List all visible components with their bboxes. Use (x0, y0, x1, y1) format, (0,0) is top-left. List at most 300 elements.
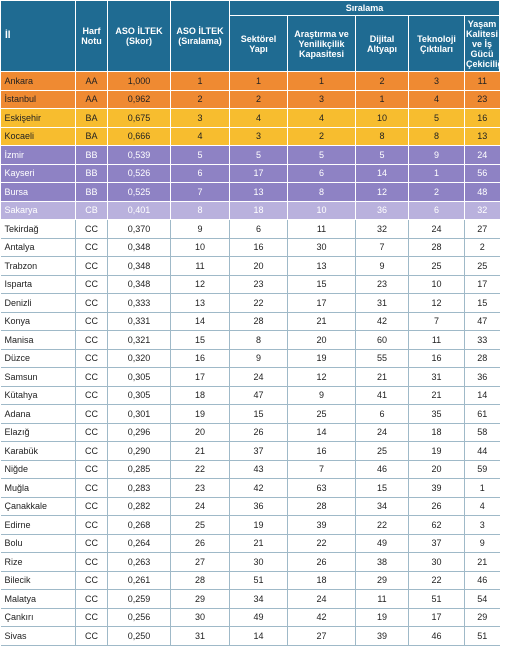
cell-dijital: 24 (356, 423, 409, 442)
cell-arastirma: 8 (288, 183, 356, 202)
cell-arastirma: 13 (288, 257, 356, 276)
cell-siralama: 25 (171, 516, 230, 535)
cell-skor: 0,256 (108, 608, 171, 627)
cell-arastirma: 19 (288, 349, 356, 368)
cell-yasam: 23 (465, 90, 500, 109)
cell-yasam: 47 (465, 312, 500, 331)
cell-harf-notu: CC (76, 220, 108, 239)
cell-teknoloji: 35 (409, 405, 465, 424)
cell-yasam: 2 (465, 238, 500, 257)
cell-harf-notu: AA (76, 72, 108, 91)
cell-harf-notu: AA (76, 90, 108, 109)
cell-siralama: 20 (171, 423, 230, 442)
cell-skor: 0,268 (108, 516, 171, 535)
cell-sektorel: 6 (230, 220, 288, 239)
cell-dijital: 19 (356, 608, 409, 627)
cell-yasam: 13 (465, 127, 500, 146)
cell-il: Isparta (1, 275, 76, 294)
cell-sektorel: 37 (230, 442, 288, 461)
cell-skor: 0,370 (108, 220, 171, 239)
table-row (1, 627, 500, 646)
cell-siralama: 22 (171, 460, 230, 479)
table-row (1, 164, 500, 183)
table-row (1, 608, 500, 627)
cell-yasam: 32 (465, 201, 500, 220)
cell-skor: 0,285 (108, 460, 171, 479)
cell-siralama: 6 (171, 164, 230, 183)
cell-skor: 0,348 (108, 257, 171, 276)
cell-dijital: 21 (356, 368, 409, 387)
cell-teknoloji: 7 (409, 312, 465, 331)
table-row (1, 146, 500, 165)
cell-harf-notu: CC (76, 405, 108, 424)
cell-yasam: 15 (465, 294, 500, 313)
cell-siralama: 12 (171, 275, 230, 294)
cell-il: Bilecik (1, 571, 76, 590)
cell-yasam: 4 (465, 497, 500, 516)
cell-harf-notu: CC (76, 275, 108, 294)
cell-sektorel: 24 (230, 368, 288, 387)
cell-dijital: 9 (356, 257, 409, 276)
cell-dijital: 23 (356, 275, 409, 294)
cell-sektorel: 30 (230, 553, 288, 572)
cell-yasam: 25 (465, 257, 500, 276)
cell-yasam: 33 (465, 331, 500, 350)
cell-sektorel: 23 (230, 275, 288, 294)
cell-skor: 0,348 (108, 238, 171, 257)
cell-teknoloji: 10 (409, 275, 465, 294)
cell-il: Elazığ (1, 423, 76, 442)
table-row (1, 590, 500, 609)
table-row (1, 275, 500, 294)
cell-sektorel: 22 (230, 294, 288, 313)
cell-teknoloji: 21 (409, 386, 465, 405)
cell-skor: 0,666 (108, 127, 171, 146)
cell-sektorel: 26 (230, 423, 288, 442)
cell-il: Ankara (1, 72, 76, 91)
table-row (1, 201, 500, 220)
cell-sektorel: 18 (230, 201, 288, 220)
cell-teknoloji: 16 (409, 349, 465, 368)
cell-teknoloji: 37 (409, 534, 465, 553)
cell-yasam: 17 (465, 275, 500, 294)
cell-dijital: 34 (356, 497, 409, 516)
cell-siralama: 19 (171, 405, 230, 424)
cell-harf-notu: CC (76, 257, 108, 276)
cell-skor: 0,525 (108, 183, 171, 202)
cell-harf-notu: BB (76, 164, 108, 183)
cell-teknoloji: 9 (409, 146, 465, 165)
cell-teknoloji: 46 (409, 627, 465, 646)
cell-arastirma: 20 (288, 331, 356, 350)
cell-il: İstanbul (1, 90, 76, 109)
cell-siralama: 15 (171, 331, 230, 350)
cell-dijital: 38 (356, 553, 409, 572)
cell-harf-notu: CC (76, 571, 108, 590)
cell-sektorel: 21 (230, 534, 288, 553)
cell-skor: 0,282 (108, 497, 171, 516)
cell-il: Bolu (1, 534, 76, 553)
cell-yasam: 56 (465, 164, 500, 183)
cell-il: Konya (1, 312, 76, 331)
cell-harf-notu: CC (76, 497, 108, 516)
cell-skor: 0,250 (108, 627, 171, 646)
cell-arastirma: 27 (288, 627, 356, 646)
cell-yasam: 29 (465, 608, 500, 627)
cell-dijital: 2 (356, 72, 409, 91)
cell-siralama: 13 (171, 294, 230, 313)
cell-il: Manisa (1, 331, 76, 350)
cell-yasam: 28 (465, 349, 500, 368)
cell-il: Adana (1, 405, 76, 424)
cell-yasam: 9 (465, 534, 500, 553)
cell-dijital: 49 (356, 534, 409, 553)
cell-teknoloji: 1 (409, 164, 465, 183)
cell-skor: 0,264 (108, 534, 171, 553)
cell-yasam: 36 (465, 368, 500, 387)
cell-sektorel: 47 (230, 386, 288, 405)
cell-dijital: 25 (356, 442, 409, 461)
cell-skor: 0,321 (108, 331, 171, 350)
cell-il: Kayseri (1, 164, 76, 183)
cell-dijital: 29 (356, 571, 409, 590)
cell-harf-notu: CC (76, 331, 108, 350)
cell-yasam: 54 (465, 590, 500, 609)
cell-skor: 0,539 (108, 146, 171, 165)
cell-dijital: 8 (356, 127, 409, 146)
cell-teknoloji: 20 (409, 460, 465, 479)
cell-arastirma: 16 (288, 442, 356, 461)
cell-siralama: 17 (171, 368, 230, 387)
cell-skor: 0,283 (108, 479, 171, 498)
cell-skor: 1,000 (108, 72, 171, 91)
cell-dijital: 7 (356, 238, 409, 257)
cell-yasam: 61 (465, 405, 500, 424)
table-row (1, 183, 500, 202)
cell-teknoloji: 17 (409, 608, 465, 627)
cell-sektorel: 42 (230, 479, 288, 498)
cell-sektorel: 9 (230, 349, 288, 368)
cell-harf-notu: CC (76, 386, 108, 405)
cell-siralama: 26 (171, 534, 230, 553)
table-row (1, 220, 500, 239)
cell-harf-notu: CC (76, 590, 108, 609)
table-row (1, 368, 500, 387)
cell-sektorel: 20 (230, 257, 288, 276)
cell-siralama: 14 (171, 312, 230, 331)
cell-skor: 0,305 (108, 386, 171, 405)
cell-teknoloji: 30 (409, 553, 465, 572)
cell-il: Edirne (1, 516, 76, 535)
cell-yasam: 16 (465, 109, 500, 128)
cell-skor: 0,259 (108, 590, 171, 609)
cell-teknoloji: 51 (409, 590, 465, 609)
cell-sektorel: 51 (230, 571, 288, 590)
table-row (1, 460, 500, 479)
cell-harf-notu: CC (76, 516, 108, 535)
cell-teknoloji: 22 (409, 571, 465, 590)
cell-il: Malatya (1, 590, 76, 609)
cell-siralama: 30 (171, 608, 230, 627)
cell-teknoloji: 4 (409, 90, 465, 109)
cell-harf-notu: CC (76, 479, 108, 498)
cell-siralama: 8 (171, 201, 230, 220)
cell-harf-notu: CC (76, 608, 108, 627)
cell-arastirma: 12 (288, 368, 356, 387)
cell-arastirma: 10 (288, 201, 356, 220)
cell-il: Karabük (1, 442, 76, 461)
cell-yasam: 46 (465, 571, 500, 590)
table-row (1, 238, 500, 257)
cell-il: Çanakkale (1, 497, 76, 516)
cell-teknoloji: 28 (409, 238, 465, 257)
cell-siralama: 10 (171, 238, 230, 257)
cell-sektorel: 4 (230, 109, 288, 128)
cell-dijital: 10 (356, 109, 409, 128)
cell-dijital: 22 (356, 516, 409, 535)
cell-dijital: 46 (356, 460, 409, 479)
cell-harf-notu: CC (76, 442, 108, 461)
cell-sektorel: 16 (230, 238, 288, 257)
cell-arastirma: 63 (288, 479, 356, 498)
table-row (1, 497, 500, 516)
cell-skor: 0,348 (108, 275, 171, 294)
cell-il: Tekirdağ (1, 220, 76, 239)
header-yasam-kalitesi: Yaşam Kalitesi ve İş Gücü Çekiciliği (465, 16, 500, 72)
cell-skor: 0,263 (108, 553, 171, 572)
header-arastirma: Araştırma ve Yenilikçilik Kapasitesi (288, 16, 356, 72)
cell-arastirma: 39 (288, 516, 356, 535)
cell-siralama: 5 (171, 146, 230, 165)
cell-yasam: 59 (465, 460, 500, 479)
cell-harf-notu: CC (76, 294, 108, 313)
cell-arastirma: 28 (288, 497, 356, 516)
cell-yasam: 11 (465, 72, 500, 91)
cell-il: Kütahya (1, 386, 76, 405)
table-row (1, 72, 500, 91)
cell-harf-notu: CC (76, 238, 108, 257)
cell-sektorel: 36 (230, 497, 288, 516)
cell-sektorel: 43 (230, 460, 288, 479)
cell-dijital: 6 (356, 405, 409, 424)
cell-skor: 0,301 (108, 405, 171, 424)
cell-arastirma: 4 (288, 109, 356, 128)
cell-harf-notu: BB (76, 183, 108, 202)
cell-dijital: 42 (356, 312, 409, 331)
table-body (1, 72, 500, 646)
cell-dijital: 32 (356, 220, 409, 239)
header-siralama: ASO İLTEK (Sıralama) (171, 1, 230, 72)
cell-skor: 0,290 (108, 442, 171, 461)
cell-harf-notu: CC (76, 460, 108, 479)
cell-siralama: 27 (171, 553, 230, 572)
table-row (1, 516, 500, 535)
cell-dijital: 39 (356, 627, 409, 646)
cell-skor: 0,261 (108, 571, 171, 590)
table-row (1, 479, 500, 498)
cell-siralama: 2 (171, 90, 230, 109)
cell-arastirma: 1 (288, 72, 356, 91)
cell-sektorel: 1 (230, 72, 288, 91)
cell-arastirma: 21 (288, 312, 356, 331)
cell-harf-notu: CC (76, 553, 108, 572)
cell-dijital: 41 (356, 386, 409, 405)
table-row (1, 423, 500, 442)
cell-il: Rize (1, 553, 76, 572)
cell-sektorel: 28 (230, 312, 288, 331)
table-row (1, 534, 500, 553)
cell-dijital: 14 (356, 164, 409, 183)
cell-arastirma: 14 (288, 423, 356, 442)
table-row (1, 331, 500, 350)
table-row (1, 405, 500, 424)
cell-il: Sakarya (1, 201, 76, 220)
cell-sektorel: 34 (230, 590, 288, 609)
cell-dijital: 5 (356, 146, 409, 165)
cell-harf-notu: CC (76, 349, 108, 368)
cell-dijital: 12 (356, 183, 409, 202)
table-row (1, 312, 500, 331)
header-skor: ASO İLTEK (Skor) (108, 1, 171, 72)
cell-dijital: 11 (356, 590, 409, 609)
cell-siralama: 23 (171, 479, 230, 498)
cell-harf-notu: BA (76, 127, 108, 146)
table-row (1, 349, 500, 368)
cell-yasam: 51 (465, 627, 500, 646)
cell-sektorel: 49 (230, 608, 288, 627)
cell-teknoloji: 8 (409, 127, 465, 146)
cell-teknoloji: 25 (409, 257, 465, 276)
cell-teknoloji: 19 (409, 442, 465, 461)
cell-yasam: 58 (465, 423, 500, 442)
cell-arastirma: 11 (288, 220, 356, 239)
cell-sektorel: 8 (230, 331, 288, 350)
table-row (1, 571, 500, 590)
header-il: İl (1, 1, 76, 72)
cell-dijital: 15 (356, 479, 409, 498)
cell-siralama: 11 (171, 257, 230, 276)
cell-il: Denizli (1, 294, 76, 313)
cell-siralama: 1 (171, 72, 230, 91)
cell-teknoloji: 24 (409, 220, 465, 239)
cell-skor: 0,962 (108, 90, 171, 109)
cell-arastirma: 6 (288, 164, 356, 183)
cell-il: Çankırı (1, 608, 76, 627)
table-row (1, 257, 500, 276)
cell-arastirma: 42 (288, 608, 356, 627)
cell-arastirma: 7 (288, 460, 356, 479)
cell-harf-notu: CC (76, 534, 108, 553)
cell-il: Niğde (1, 460, 76, 479)
cell-teknoloji: 18 (409, 423, 465, 442)
cell-il: İzmir (1, 146, 76, 165)
cell-il: Eskişehir (1, 109, 76, 128)
header-dijital-altyapi: Dijital Altyapı (356, 16, 409, 72)
cell-arastirma: 3 (288, 90, 356, 109)
cell-teknoloji: 11 (409, 331, 465, 350)
cell-dijital: 31 (356, 294, 409, 313)
cell-siralama: 31 (171, 627, 230, 646)
table-header (1, 1, 506, 72)
cell-yasam: 14 (465, 386, 500, 405)
cell-arastirma: 26 (288, 553, 356, 572)
cell-harf-notu: CC (76, 423, 108, 442)
cell-il: Muğla (1, 479, 76, 498)
cell-skor: 0,320 (108, 349, 171, 368)
cell-siralama: 7 (171, 183, 230, 202)
header-group-siralama: Sıralama (230, 1, 500, 16)
cell-siralama: 28 (171, 571, 230, 590)
cell-harf-notu: CB (76, 201, 108, 220)
cell-skor: 0,675 (108, 109, 171, 128)
cell-teknoloji: 6 (409, 201, 465, 220)
cell-sektorel: 3 (230, 127, 288, 146)
cell-siralama: 9 (171, 220, 230, 239)
cell-dijital: 36 (356, 201, 409, 220)
cell-il: Sivas (1, 627, 76, 646)
table-row (1, 294, 500, 313)
cell-dijital: 55 (356, 349, 409, 368)
cell-yasam: 44 (465, 442, 500, 461)
cell-arastirma: 15 (288, 275, 356, 294)
cell-siralama: 4 (171, 127, 230, 146)
cell-siralama: 29 (171, 590, 230, 609)
cell-il: Antalya (1, 238, 76, 257)
cell-il: Trabzon (1, 257, 76, 276)
cell-skor: 0,526 (108, 164, 171, 183)
cell-yasam: 48 (465, 183, 500, 202)
cell-harf-notu: BB (76, 146, 108, 165)
cell-sektorel: 14 (230, 627, 288, 646)
header-harf-notu: Harf Notu (76, 1, 108, 72)
cell-arastirma: 25 (288, 405, 356, 424)
cell-yasam: 21 (465, 553, 500, 572)
cell-teknoloji: 5 (409, 109, 465, 128)
header-teknoloji-ciktilari: Teknoloji Çıktıları (409, 16, 465, 72)
cell-dijital: 60 (356, 331, 409, 350)
cell-arastirma: 24 (288, 590, 356, 609)
cell-teknoloji: 3 (409, 72, 465, 91)
table-row (1, 109, 500, 128)
cell-arastirma: 2 (288, 127, 356, 146)
table-row (1, 442, 500, 461)
cell-skor: 0,296 (108, 423, 171, 442)
cell-il: Bursa (1, 183, 76, 202)
cell-teknoloji: 39 (409, 479, 465, 498)
cell-dijital: 1 (356, 90, 409, 109)
cell-skor: 0,333 (108, 294, 171, 313)
cell-yasam: 24 (465, 146, 500, 165)
cell-arastirma: 9 (288, 386, 356, 405)
cell-il: Samsun (1, 368, 76, 387)
table-row (1, 90, 500, 109)
header-sektorel-yapi: Sektörel Yapı (230, 16, 288, 72)
cell-harf-notu: CC (76, 627, 108, 646)
cell-yasam: 27 (465, 220, 500, 239)
cell-harf-notu: CC (76, 312, 108, 331)
cell-yasam: 3 (465, 516, 500, 535)
table-row (1, 553, 500, 572)
cell-siralama: 16 (171, 349, 230, 368)
cell-arastirma: 18 (288, 571, 356, 590)
cell-teknoloji: 62 (409, 516, 465, 535)
cell-skor: 0,331 (108, 312, 171, 331)
cell-teknoloji: 31 (409, 368, 465, 387)
cell-sektorel: 15 (230, 405, 288, 424)
cell-teknoloji: 2 (409, 183, 465, 202)
cell-sektorel: 17 (230, 164, 288, 183)
cell-arastirma: 5 (288, 146, 356, 165)
